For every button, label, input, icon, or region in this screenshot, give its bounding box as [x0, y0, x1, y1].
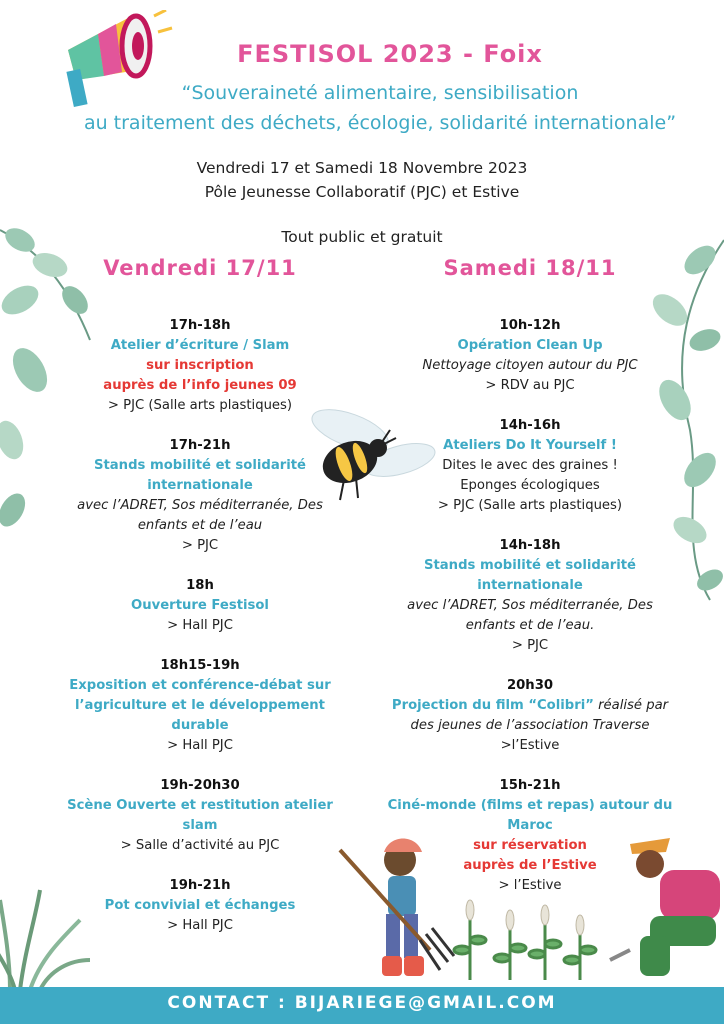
event-partners: avec l’ADRET, Sos méditerranée, Des: [407, 598, 653, 613]
event-name: Pot convivial et échanges: [104, 898, 296, 913]
event-time: 14h-16h: [499, 418, 561, 433]
event-place: > Hall PJC: [167, 738, 233, 753]
event-time: 17h-18h: [169, 318, 231, 333]
saturday-schedule: [385, 316, 675, 916]
event-place: > Salle d’activité au PJC: [120, 838, 280, 853]
event-name: durable: [171, 718, 229, 733]
event-name: Projection du film “Colibri”: [391, 698, 594, 713]
event-partners: avec l’ADRET, Sos méditerranée, Des: [77, 498, 323, 513]
event-place: >l’Estive: [500, 738, 560, 753]
schedule-item: [55, 436, 345, 556]
event-time: 18h15-19h: [160, 658, 240, 673]
workshop-item: Eponges écologiques: [460, 478, 600, 493]
venue-line: Pôle Jeunesse Collaboratif (PJC) et Estive: [204, 183, 520, 201]
event-time: 18h: [186, 578, 214, 593]
event-time: 19h-21h: [169, 878, 231, 893]
schedule-item: [55, 576, 345, 636]
subtitle-line: “Souveraineté alimentaire, sensibilisation: [181, 82, 579, 104]
event-time: 10h-12h: [499, 318, 561, 333]
event-partners: enfants et de l’eau.: [465, 618, 595, 633]
event-name: Ciné-monde (films et repas) autour du: [387, 798, 673, 813]
event-time: 20h30: [506, 678, 554, 693]
registration-note: sur réservation: [473, 838, 587, 853]
event-place: > PJC (Salle arts plastiques): [437, 498, 623, 513]
event-name: internationale: [147, 478, 253, 493]
contact-bar: [0, 987, 724, 1024]
event-place: > PJC: [511, 638, 549, 653]
schedule-item: [55, 776, 345, 856]
gardener-illustration: [330, 830, 724, 990]
subtitle-line: au traitement des déchets, écologie, solidarité internationale”: [83, 112, 677, 134]
event-place: > Hall PJC: [167, 918, 233, 933]
schedule-item: [385, 676, 675, 756]
event-name: Scène Ouverte et restitution atelier slam: [67, 798, 333, 833]
event-place: > l’Estive: [498, 878, 562, 893]
event-time: 19h-20h30: [160, 778, 240, 793]
schedule-item: [385, 536, 675, 656]
schedule-item: [55, 316, 345, 416]
event-place: > RDV au PJC: [485, 378, 575, 393]
event-name: internationale: [477, 578, 583, 593]
event-name-line: [385, 696, 675, 716]
event-place: > PJC (Salle arts plastiques): [107, 398, 293, 413]
dates-line: Vendredi 17 et Samedi 18 Novembre 2023: [196, 159, 528, 177]
event-name: Exposition et conférence-débat sur: [69, 678, 331, 693]
event-time: 15h-21h: [499, 778, 561, 793]
event-name: Ateliers Do It Yourself !: [443, 438, 617, 453]
event-name: Stands mobilité et solidarité: [93, 458, 306, 473]
workshop-item: Dites le avec des graines !: [442, 458, 618, 473]
event-place: > PJC: [181, 538, 219, 553]
schedule-item: [55, 656, 345, 756]
friday-schedule: [55, 316, 345, 956]
event-description: Nettoyage citoyen autour du PJC: [422, 358, 638, 373]
event-description: des jeunes de l’association Traverse: [410, 718, 650, 733]
registration-note: auprès de l’Estive: [463, 858, 597, 873]
event-name: Stands mobilité et solidarité: [423, 558, 636, 573]
event-partners: enfants et de l’eau: [137, 518, 263, 533]
event-title: FESTISOL 2023 - Foix: [237, 40, 543, 68]
event-name: Opération Clean Up: [457, 338, 603, 353]
saturday-heading: Samedi 18/11: [443, 256, 617, 280]
registration-note: sur inscription: [146, 358, 254, 373]
schedule-item: [385, 316, 675, 396]
event-dates: [100, 156, 624, 204]
audience-note: Tout public et gratuit: [281, 228, 443, 246]
registration-note: auprès de l’info jeunes 09: [103, 378, 297, 393]
event-description: réalisé par: [593, 698, 669, 713]
event-time: 14h-18h: [499, 538, 561, 553]
schedule-item: [55, 876, 345, 936]
contact-email[interactable]: CONTACT : BIJARIEGE@GMAIL.COM: [167, 993, 557, 1013]
grass-illustration: [0, 880, 90, 990]
event-place: > Hall PJC: [167, 618, 233, 633]
event-subtitle: [40, 78, 720, 138]
event-name: Atelier d’écriture / Slam: [110, 338, 290, 353]
friday-heading: Vendredi 17/11: [103, 256, 297, 280]
schedule-item: [385, 416, 675, 516]
event-name: l’agriculture et le développement: [75, 698, 325, 713]
event-name: Maroc: [507, 818, 553, 833]
event-time: 17h-21h: [169, 438, 231, 453]
event-name: Ouverture Festisol: [131, 598, 269, 613]
